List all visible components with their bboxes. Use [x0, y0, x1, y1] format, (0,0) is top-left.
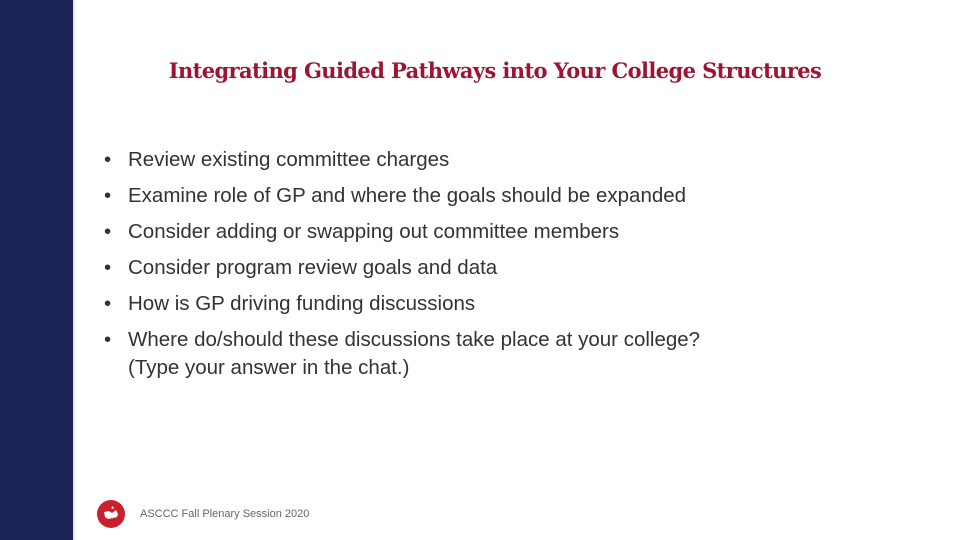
california-shape — [97, 500, 125, 528]
bullet-text: Consider adding or swapping out committee members — [128, 220, 620, 243]
bullet-text: How is GP driving funding discussions — [128, 292, 476, 315]
bullet-dot: • — [104, 256, 112, 279]
footer-text: ASCCC Fall Plenary Session 2020 — [140, 508, 310, 520]
list-item — [100, 142, 860, 178]
slide-title: Integrating Guided Pathways into Your College Structures — [168, 58, 822, 83]
bullet-dot: • — [104, 292, 112, 315]
left-accent-bar — [0, 0, 73, 540]
bullet-dot: • — [104, 148, 112, 171]
bullet-text: Consider program review goals and data — [128, 256, 498, 279]
accent-bar-edge — [73, 0, 75, 540]
bullet-text: Where do/should these discussions take place at your college? — [128, 328, 701, 351]
bullet-dot: • — [104, 184, 112, 207]
list-item — [100, 178, 860, 214]
list-item — [100, 322, 860, 381]
list-item — [100, 286, 860, 322]
bullet-list — [100, 142, 860, 381]
bullet-dot: • — [104, 220, 112, 243]
bullet-text: Examine role of GP and where the goals should be expanded — [128, 184, 687, 207]
bullet-dot: • — [104, 328, 112, 351]
list-item — [100, 214, 860, 250]
california-state-icon — [97, 500, 125, 528]
bullet-text: Review existing committee charges — [128, 148, 450, 171]
list-item — [100, 250, 860, 286]
bullet-continuation: (Type your answer in the chat.) — [128, 356, 410, 379]
